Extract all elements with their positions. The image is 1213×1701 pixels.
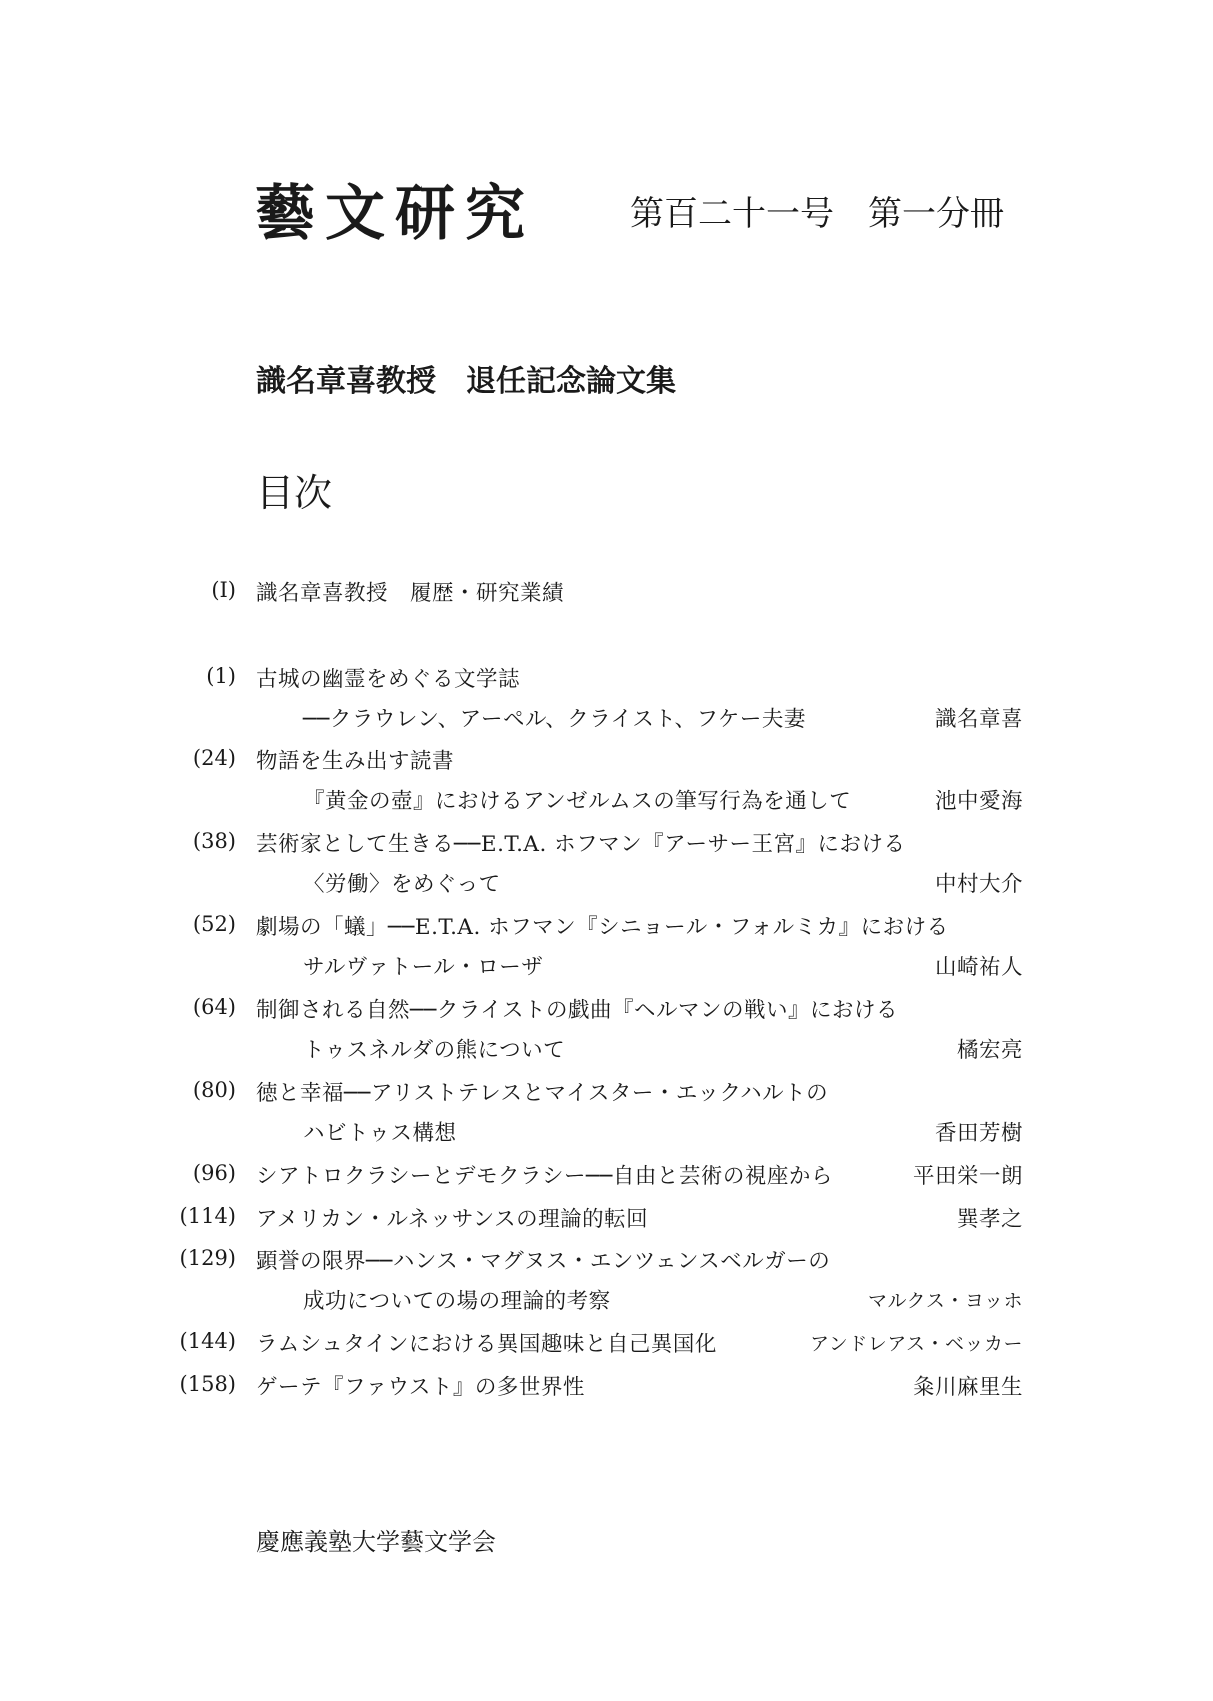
entry-title: 識名章喜教授 履歴・研究業績 <box>256 581 565 606</box>
entry-author: 巽孝之 <box>956 1207 1023 1232</box>
entry-author: 香田芳樹 <box>934 1121 1023 1146</box>
entry-number: (129) <box>179 1246 236 1270</box>
entry-title: ラムシュタインにおける異国趣味と自己異国化 <box>256 1332 717 1357</box>
entry-subtitle: トゥスネルダの熊について <box>303 1038 566 1063</box>
entry-subtitle: 『黄金の壺』におけるアンゼルムスの筆写行為を通して <box>303 789 852 814</box>
entry-number: (144) <box>179 1329 236 1353</box>
publisher: 慶應義塾大学藝文学会 <box>256 1528 496 1556</box>
entry-title: 物語を生み出す読書 <box>256 749 455 774</box>
entry-author: 池中愛海 <box>934 789 1023 814</box>
festschrift-title: 識名章喜教授 退任記念論文集 <box>256 364 676 399</box>
entry-title: シアトロクラシーとデモクラシー──自由と芸術の視座から <box>256 1164 833 1189</box>
entry-number: (1) <box>206 664 236 688</box>
toc-heading: 目次 <box>256 471 333 515</box>
entry-number: (I) <box>211 578 236 602</box>
entry-title: 芸術家として生きる──E.T.A. ホフマン『アーサー王宮』における <box>256 832 906 857</box>
entry-subtitle: サルヴァトール・ローザ <box>303 955 544 980</box>
entry-number: (52) <box>192 912 236 936</box>
entry-title: 顕誉の限界──ハンス・マグヌス・エンツェンスベルガーの <box>256 1249 831 1274</box>
journal-title: 藝文研究 <box>255 179 535 249</box>
entry-subtitle: ──クラウレン、アーペル、クライスト、フケー夫妻 <box>303 707 806 732</box>
entry-title: 制御される自然──クライストの戯曲『ヘルマンの戦い』における <box>256 998 899 1023</box>
entry-subtitle: ハビトゥス構想 <box>303 1121 457 1146</box>
entry-title: ゲーテ『ファウスト』の多世界性 <box>256 1375 585 1400</box>
entry-title: 劇場の「蟻」──E.T.A. ホフマン『シニョール・フォルミカ』における <box>256 915 949 940</box>
entry-number: (80) <box>192 1078 236 1102</box>
entry-author: アンドレアス・ベッカー <box>810 1333 1023 1355</box>
entry-number: (64) <box>192 995 236 1019</box>
entry-author: マルクス・ヨッホ <box>867 1290 1023 1312</box>
entry-number: (24) <box>192 746 236 770</box>
issue-label: 第百二十一号 第一分冊 <box>630 194 1004 234</box>
entry-number: (158) <box>179 1372 236 1396</box>
entry-number: (96) <box>192 1161 236 1185</box>
entry-author: 平田栄一朗 <box>912 1164 1023 1189</box>
entry-title: アメリカン・ルネッサンスの理論的転回 <box>256 1207 649 1232</box>
entry-number: (38) <box>192 829 236 853</box>
entry-number: (114) <box>179 1204 236 1228</box>
entry-subtitle: 〈労働〉をめぐって <box>303 872 501 897</box>
entry-author: 識名章喜 <box>934 707 1023 732</box>
entry-author: 粂川麻里生 <box>912 1375 1023 1400</box>
entry-title: 徳と幸福──アリストテレスとマイスター・エックハルトの <box>256 1081 829 1106</box>
entry-title: 古城の幽霊をめぐる文学誌 <box>256 667 521 692</box>
entry-author: 中村大介 <box>934 872 1023 897</box>
entry-author: 山崎祐人 <box>934 955 1023 980</box>
entry-subtitle: 成功についての場の理論的考察 <box>303 1289 611 1314</box>
entry-author: 橘宏亮 <box>956 1038 1023 1063</box>
